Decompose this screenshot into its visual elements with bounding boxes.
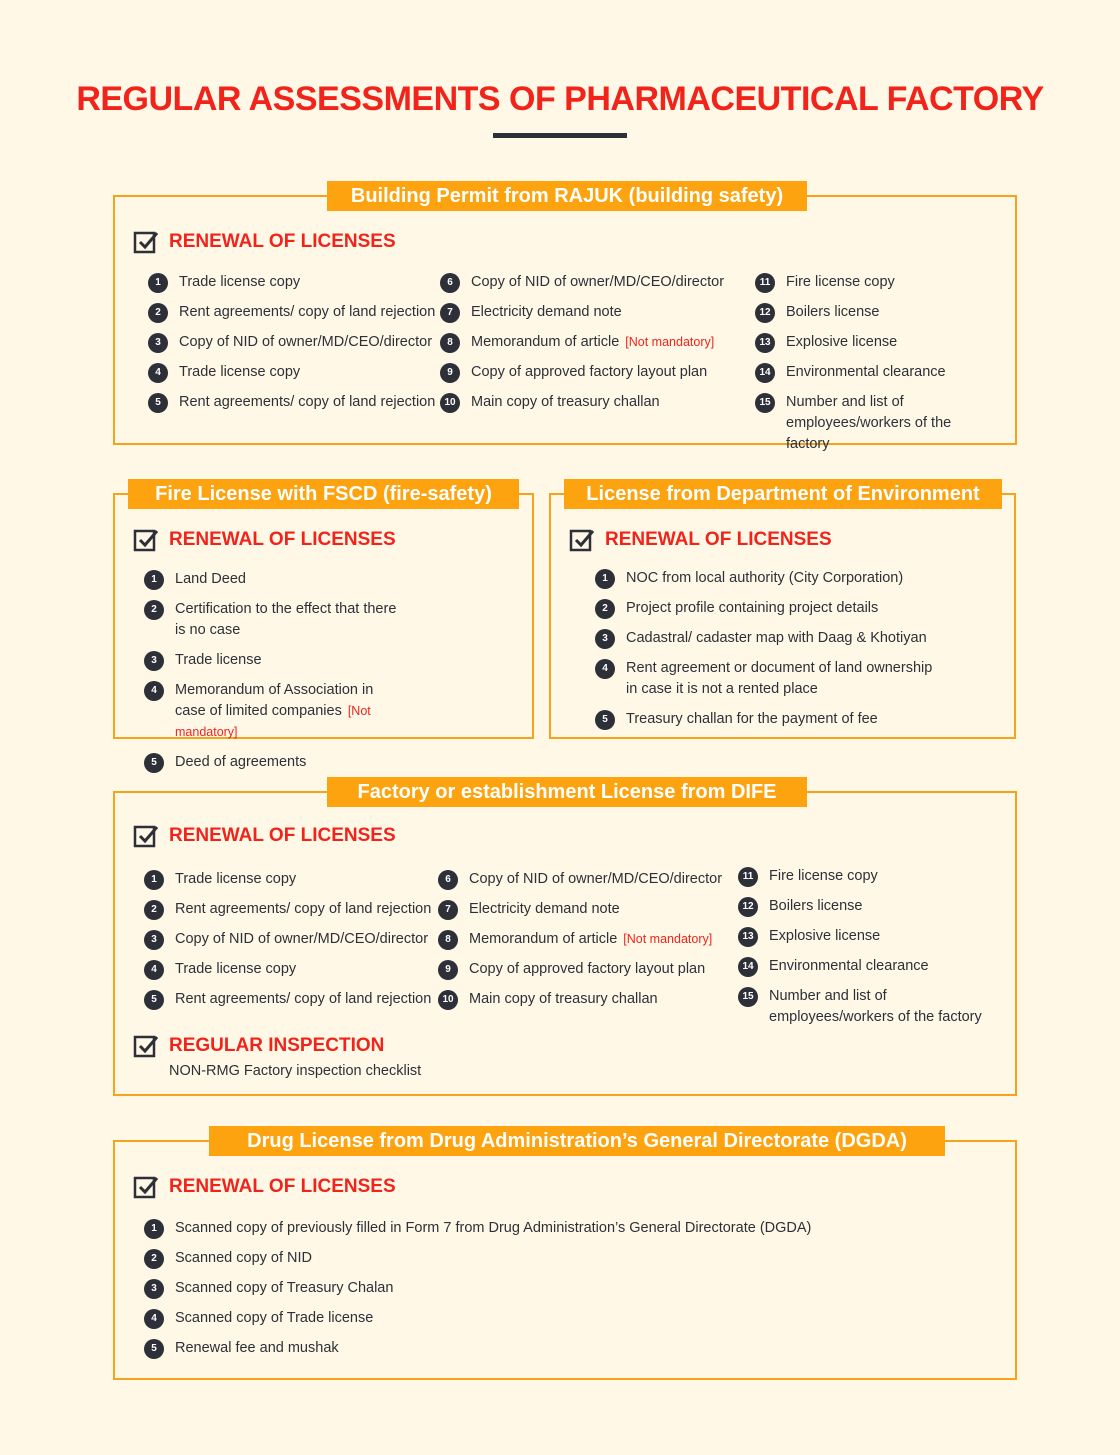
item-number-badge: 1 [595, 569, 615, 589]
item-text-wrap [769, 866, 988, 887]
item-text-wrap [471, 392, 740, 413]
item-text: Main copy of treasury challan [471, 394, 660, 410]
item-number-badge: 11 [738, 867, 758, 887]
item-text: Environmental clearance [769, 958, 929, 974]
item-text: Explosive license [769, 928, 881, 944]
rajuk-list-col1 [148, 272, 438, 422]
item-text: Cadastral/ cadaster map with Daag & Khotiyan [626, 630, 927, 646]
item-number-badge: 3 [144, 1279, 164, 1299]
list-item [144, 752, 404, 773]
item-text-wrap [626, 568, 935, 589]
item-text-wrap [469, 869, 738, 890]
list-item [144, 1248, 904, 1269]
list-item [595, 658, 935, 700]
item-text-wrap [175, 1248, 904, 1269]
item-text: Trade license copy [175, 961, 297, 977]
item-text: Certification to the effect that there is no case [175, 601, 397, 638]
doe-list [595, 568, 935, 739]
item-text: Explosive license [786, 334, 898, 350]
item-text: Scanned copy of previously filled in Form 7 from Drug Administration’s General Directorate (DGDA) [175, 1220, 812, 1236]
item-text-wrap [786, 392, 995, 455]
item-number-badge: 1 [144, 570, 164, 590]
item-number-badge: 2 [595, 599, 615, 619]
list-item [755, 392, 995, 455]
item-number-badge: 3 [148, 333, 168, 353]
item-number-badge: 2 [144, 900, 164, 920]
item-text: Trade license [175, 652, 262, 668]
item-text: Project profile containing project details [626, 600, 879, 616]
item-text-wrap [626, 628, 935, 649]
dgda-list [144, 1218, 904, 1368]
list-item [595, 709, 935, 730]
item-number-badge: 7 [438, 900, 458, 920]
item-number-badge: 5 [144, 753, 164, 773]
item-text-wrap [179, 272, 438, 293]
item-text: Boilers license [769, 898, 863, 914]
item-text-wrap [175, 929, 434, 950]
item-text: Copy of approved factory layout plan [469, 961, 706, 977]
list-item [148, 272, 438, 293]
item-text: Memorandum of article [469, 931, 618, 947]
not-mandatory-note: [Not mandatory] [623, 932, 713, 946]
item-text: Copy of NID of owner/MD/CEO/director [175, 931, 429, 947]
item-number-badge: 2 [148, 303, 168, 323]
item-text-wrap [175, 680, 404, 743]
item-text-wrap [626, 658, 935, 700]
fscd-list [144, 569, 404, 782]
rajuk-tag: Building Permit from RAJUK (building safety) [327, 181, 807, 211]
item-text-wrap [769, 926, 988, 947]
list-item [144, 899, 434, 920]
item-text-wrap [786, 362, 995, 383]
item-number-badge: 8 [440, 333, 460, 353]
list-item [738, 986, 988, 1028]
list-item [738, 866, 988, 887]
dife-list-col2 [438, 869, 738, 1019]
list-item [738, 926, 988, 947]
item-text: Renewal fee and mushak [175, 1340, 339, 1356]
dgda-heading-label: RENEWAL OF LICENSES [169, 1176, 396, 1197]
item-text-wrap [786, 332, 995, 353]
list-item [144, 599, 404, 641]
dife-tag: Factory or establishment License from DIFE [327, 777, 807, 807]
item-text-wrap [175, 1278, 904, 1299]
item-number-badge: 12 [755, 303, 775, 323]
item-number-badge: 1 [144, 870, 164, 890]
checkbox-check-icon [133, 229, 159, 255]
checkbox-check-icon [133, 1033, 159, 1059]
list-item [440, 392, 740, 413]
item-text: Scanned copy of Trade license [175, 1310, 374, 1326]
item-number-badge: 10 [438, 990, 458, 1010]
item-number-badge: 1 [148, 273, 168, 293]
list-item [438, 989, 738, 1010]
item-text-wrap [175, 989, 434, 1010]
item-number-badge: 14 [738, 957, 758, 977]
item-text: Rent agreements/ copy of land rejection [179, 304, 436, 320]
item-number-badge: 14 [755, 363, 775, 383]
item-text: Deed of agreements [175, 754, 307, 770]
item-number-badge: 4 [595, 659, 615, 679]
checkbox-check-icon [133, 1174, 159, 1200]
item-text-wrap [175, 569, 404, 590]
list-item [148, 332, 438, 353]
list-item [144, 929, 434, 950]
dife-inspection-heading [133, 1033, 384, 1059]
list-item [438, 899, 738, 920]
item-text-wrap [786, 302, 995, 323]
item-text: Main copy of treasury challan [469, 991, 658, 1007]
item-text: Number and list of employees/workers of the factory [786, 394, 952, 452]
item-text-wrap [471, 302, 740, 323]
list-item [595, 628, 935, 649]
checkbox-check-icon [133, 527, 159, 553]
item-text: Rent agreements/ copy of land rejection [179, 394, 436, 410]
item-text-wrap [179, 332, 438, 353]
item-text-wrap [175, 650, 404, 671]
item-text: Copy of NID of owner/MD/CEO/director [179, 334, 433, 350]
item-text: Fire license copy [786, 274, 895, 290]
dgda-tag: Drug License from Drug Administration’s General Directorate (DGDA) [209, 1126, 945, 1156]
item-text: NOC from local authority (City Corporation) [626, 570, 904, 586]
item-text: Copy of NID of owner/MD/CEO/director [469, 871, 723, 887]
dife-inspection-label: REGULAR INSPECTION [169, 1035, 385, 1056]
fscd-heading [133, 527, 396, 553]
list-item [755, 362, 995, 383]
item-number-badge: 8 [438, 930, 458, 950]
item-text-wrap [179, 302, 438, 323]
list-item [144, 650, 404, 671]
dife-list-col3 [738, 866, 988, 1037]
item-number-badge: 4 [148, 363, 168, 383]
item-number-badge: 4 [144, 960, 164, 980]
dife-section [113, 781, 1017, 1096]
item-text-wrap [471, 272, 740, 293]
item-number-badge: 6 [438, 870, 458, 890]
list-item [440, 332, 740, 353]
doe-heading-label: RENEWAL OF LICENSES [605, 529, 832, 550]
item-text-wrap [175, 1338, 904, 1359]
item-text-wrap [175, 1308, 904, 1329]
checkbox-check-icon [569, 527, 595, 553]
item-text-wrap [626, 709, 935, 730]
title-underline [493, 133, 627, 138]
item-text: Rent agreement or document of land ownership in case it is not a rented place [626, 660, 933, 697]
list-item [440, 272, 740, 293]
item-text-wrap [769, 986, 988, 1028]
list-item [755, 302, 995, 323]
item-text: Trade license copy [179, 364, 301, 380]
checkbox-check-icon [133, 823, 159, 849]
item-number-badge: 15 [738, 987, 758, 1007]
doe-heading [569, 527, 832, 553]
list-item [148, 392, 438, 413]
list-item [144, 569, 404, 590]
list-item [438, 869, 738, 890]
rajuk-section [113, 185, 1017, 452]
dgda-heading [133, 1174, 396, 1200]
item-text-wrap [175, 599, 404, 641]
item-number-badge: 9 [438, 960, 458, 980]
item-text-wrap [469, 989, 738, 1010]
list-item [438, 959, 738, 980]
item-text: Boilers license [786, 304, 880, 320]
item-text-wrap [471, 332, 740, 353]
list-item [738, 896, 988, 917]
item-text-wrap [469, 899, 738, 920]
item-text-wrap [626, 598, 935, 619]
doe-tag: License from Department of Environment [564, 479, 1002, 509]
dife-heading-label: RENEWAL OF LICENSES [169, 825, 396, 846]
item-text: Rent agreements/ copy of land rejection [175, 991, 432, 1007]
rajuk-list-col3 [755, 272, 995, 464]
item-text-wrap [786, 272, 995, 293]
item-text: Trade license copy [175, 871, 297, 887]
item-number-badge: 15 [755, 393, 775, 413]
list-item [438, 929, 738, 950]
item-number-badge: 3 [595, 629, 615, 649]
item-number-badge: 12 [738, 897, 758, 917]
list-item [144, 1218, 904, 1239]
item-number-badge: 13 [738, 927, 758, 947]
item-text: Environmental clearance [786, 364, 946, 380]
item-number-badge: 9 [440, 363, 460, 383]
list-item [144, 959, 434, 980]
item-text: Trade license copy [179, 274, 301, 290]
item-number-badge: 11 [755, 273, 775, 293]
item-text-wrap [469, 959, 738, 980]
item-text: Rent agreements/ copy of land rejection [175, 901, 432, 917]
item-number-badge: 5 [144, 990, 164, 1010]
page-title: REGULAR ASSESSMENTS OF PHARMACEUTICAL FACTORY [76, 80, 1044, 118]
item-text: Electricity demand note [469, 901, 620, 917]
list-item [440, 362, 740, 383]
fscd-tag: Fire License with FSCD (fire-safety) [128, 479, 519, 509]
item-number-badge: 2 [144, 600, 164, 620]
item-text: Fire license copy [769, 868, 878, 884]
item-text-wrap [471, 362, 740, 383]
item-text-wrap [175, 959, 434, 980]
list-item [595, 598, 935, 619]
rajuk-heading-label: RENEWAL OF LICENSES [169, 231, 396, 252]
item-text: Number and list of employees/workers of the factory [769, 988, 982, 1025]
dgda-section [113, 1130, 1017, 1380]
item-number-badge: 5 [144, 1339, 164, 1359]
fscd-heading-label: RENEWAL OF LICENSES [169, 529, 396, 550]
item-text: Memorandum of Association in case of limited companies [175, 682, 374, 719]
list-item [148, 302, 438, 323]
item-number-badge: 4 [144, 1309, 164, 1329]
list-item [144, 1308, 904, 1329]
list-item [144, 1338, 904, 1359]
list-item [755, 272, 995, 293]
item-text: Copy of NID of owner/MD/CEO/director [471, 274, 725, 290]
list-item [144, 989, 434, 1010]
item-text-wrap [175, 752, 404, 773]
list-item [148, 362, 438, 383]
item-text: Scanned copy of Treasury Chalan [175, 1280, 394, 1296]
item-number-badge: 13 [755, 333, 775, 353]
item-text-wrap [469, 929, 738, 950]
item-text-wrap [769, 956, 988, 977]
item-text-wrap [175, 1218, 904, 1239]
list-item [144, 680, 404, 743]
rajuk-heading [133, 229, 396, 255]
item-text-wrap [769, 896, 988, 917]
item-number-badge: 2 [144, 1249, 164, 1269]
dife-inspection-text: NON-RMG Factory inspection checklist [169, 1063, 422, 1079]
not-mandatory-note: [Not mandatory] [625, 335, 715, 349]
item-number-badge: 5 [148, 393, 168, 413]
rajuk-list-col2 [440, 272, 740, 422]
dife-list-col1 [144, 869, 434, 1019]
item-number-badge: 1 [144, 1219, 164, 1239]
item-text: Treasury challan for the payment of fee [626, 711, 878, 727]
item-text: Memorandum of article [471, 334, 620, 350]
item-text: Scanned copy of NID [175, 1250, 313, 1266]
item-number-badge: 7 [440, 303, 460, 323]
item-text-wrap [179, 362, 438, 383]
item-text: Land Deed [175, 571, 246, 587]
doe-section [549, 483, 1016, 739]
fscd-section [113, 483, 534, 770]
item-number-badge: 3 [144, 930, 164, 950]
item-number-badge: 5 [595, 710, 615, 730]
list-item [738, 956, 988, 977]
item-text: Copy of approved factory layout plan [471, 364, 708, 380]
item-text-wrap [179, 392, 438, 413]
item-number-badge: 10 [440, 393, 460, 413]
item-number-badge: 6 [440, 273, 460, 293]
item-number-badge: 4 [144, 681, 164, 701]
list-item [440, 302, 740, 323]
list-item [144, 1278, 904, 1299]
item-text-wrap [175, 899, 434, 920]
dife-heading [133, 823, 396, 849]
item-text-wrap [175, 869, 434, 890]
not-mandatory-note: [Not mandatory] [175, 704, 371, 739]
list-item [144, 869, 434, 890]
list-item [755, 332, 995, 353]
item-number-badge: 3 [144, 651, 164, 671]
item-text: Electricity demand note [471, 304, 622, 320]
list-item [595, 568, 935, 589]
